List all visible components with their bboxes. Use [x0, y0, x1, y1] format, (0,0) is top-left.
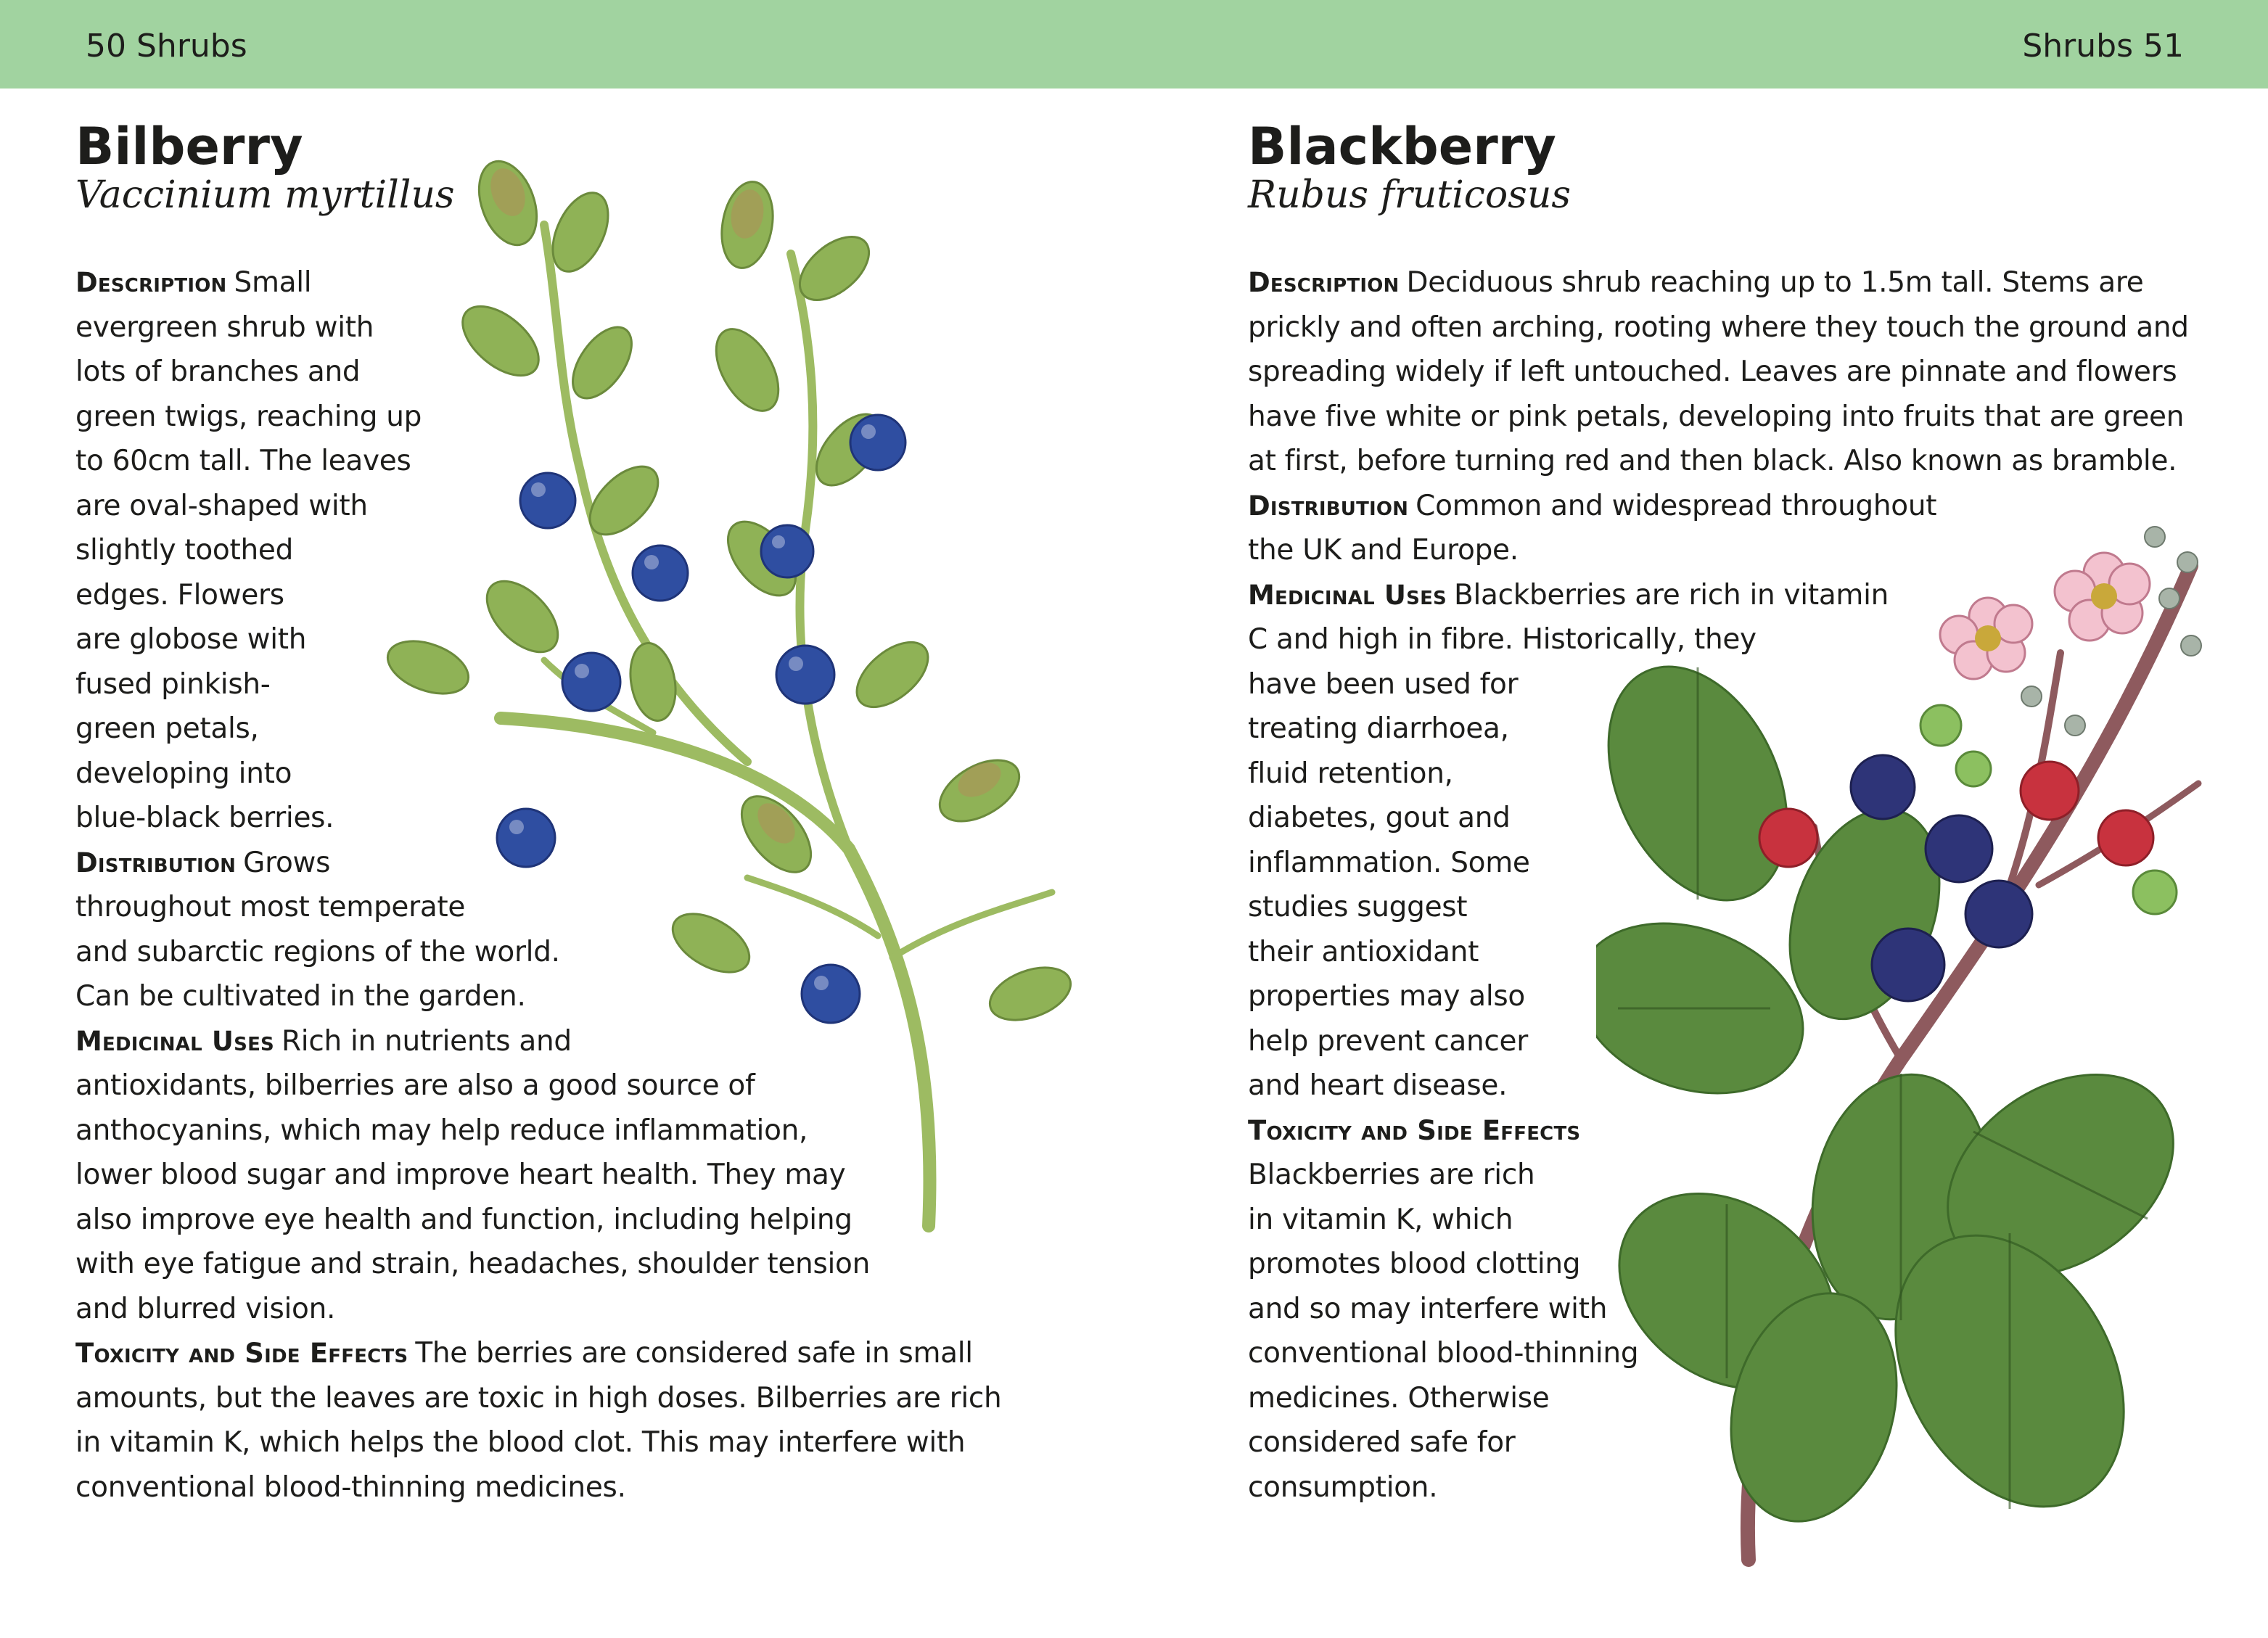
body-text: lots of branches and	[75, 355, 361, 388]
body-text: developing into	[75, 757, 292, 790]
body-text: treating diarrhoea,	[1248, 712, 1509, 745]
section-heading: Description	[1248, 267, 1400, 298]
text-line	[1248, 1425, 1516, 1460]
text-line	[1248, 846, 1530, 881]
body-text: prickly and often arching, rooting where they touch the ground and	[1248, 310, 2189, 344]
text-line	[75, 712, 259, 746]
left-folio	[75, 28, 247, 65]
body-text: considered safe for	[1248, 1426, 1516, 1459]
text-line	[75, 622, 306, 657]
body-text: edges. Flowers	[75, 578, 284, 612]
text-line	[75, 1336, 973, 1371]
section-heading: Medicinal Uses	[1248, 579, 1447, 611]
text-line	[75, 757, 292, 791]
body-text: Blackberries are rich in vitamin	[1453, 578, 1889, 612]
left-page-number: 50	[86, 28, 126, 65]
text-line	[1248, 533, 1519, 568]
text-line	[1248, 935, 1479, 970]
body-text: and blurred vision.	[75, 1292, 336, 1325]
text-line	[1248, 1024, 1528, 1059]
body-text: to 60cm tall. The leaves	[75, 445, 411, 477]
body-text: the UK and Europe.	[1248, 534, 1519, 567]
body-text: are oval-shaped with	[75, 489, 368, 522]
text-line	[1248, 1158, 1534, 1193]
body-text: Blackberries are rich	[1248, 1158, 1535, 1191]
text-line	[75, 578, 284, 613]
text-line	[75, 310, 374, 345]
text-line	[75, 801, 334, 836]
text-line	[1248, 757, 1453, 791]
body-text: and heart disease.	[1248, 1069, 1508, 1102]
body-text: are globose with	[75, 623, 307, 656]
body-text: diabetes, gout and	[1248, 802, 1511, 834]
text-line	[1248, 1247, 1580, 1282]
text-line	[1248, 1203, 1513, 1238]
text-line	[75, 1381, 1001, 1416]
text-line	[1248, 801, 1511, 836]
body-text: promotes blood clotting	[1248, 1248, 1581, 1280]
section-heading: Medicinal Uses	[75, 1025, 274, 1057]
body-text: Grows	[243, 846, 331, 879]
text-line	[1248, 667, 1518, 702]
text-line	[75, 1292, 335, 1327]
body-text: The berries are considered safe in small	[415, 1337, 973, 1370]
body-text: green twigs, reaching up	[75, 400, 422, 433]
body-text: C and high in fibre. Historically, they	[1248, 623, 1757, 656]
text-line	[1248, 266, 2143, 300]
text-line	[1248, 979, 1525, 1014]
body-text: throughout most temperate	[75, 891, 466, 923]
text-line	[75, 846, 330, 881]
bilberry-title: Bilberry	[75, 117, 303, 176]
body-text: blue-black berries.	[75, 802, 334, 834]
text-line	[1248, 1114, 1587, 1148]
text-line	[1248, 444, 2177, 479]
body-text: Rich in nutrients and	[281, 1024, 572, 1058]
text-line	[75, 1425, 965, 1460]
body-text: spreading widely if left untouched. Leaves are pinnate and flowers	[1248, 355, 2177, 388]
text-line	[1248, 1069, 1507, 1103]
text-line	[75, 1247, 870, 1282]
bilberry-latin-name: Vaccinium myrtillus	[75, 173, 455, 217]
body-text: anthocyanins, which may help reduce inflammation,	[75, 1114, 808, 1147]
text-line	[1248, 1381, 1549, 1416]
body-text: slightly toothed	[75, 534, 294, 567]
text-line	[1248, 1336, 1638, 1371]
right-section-title: Shrubs	[2022, 28, 2133, 65]
blackberry-title: Blackberry	[1248, 117, 1556, 176]
text-line	[1248, 310, 2189, 345]
right-page-number: 51	[2143, 28, 2184, 65]
body-text: fluid retention,	[1248, 757, 1453, 790]
body-text: Common and widespread throughout	[1416, 489, 1937, 522]
body-text: fused pinkish-	[75, 667, 271, 701]
body-text: green petals,	[75, 712, 259, 745]
body-text: and subarctic regions of the world.	[75, 935, 560, 968]
text-line	[75, 355, 360, 390]
body-text: also improve eye health and function, including helping	[75, 1203, 852, 1236]
section-heading: Distribution	[1248, 490, 1409, 522]
blackberry-bramble-illustration	[1596, 508, 2220, 1567]
body-text: amounts, but the leaves are toxic in high doses. Bilberries are rich	[75, 1381, 1002, 1415]
text-line	[75, 1470, 626, 1505]
body-text: inflammation. Some	[1248, 846, 1530, 879]
right-folio	[2022, 28, 2194, 65]
text-line	[1248, 1292, 1607, 1327]
body-text: with eye fatigue and strain, headaches, shoulder tension	[75, 1248, 870, 1280]
body-text: at first, before turning red and then black. Also known as bramble.	[1248, 445, 2177, 477]
section-heading: Toxicity and Side Effects	[75, 1338, 408, 1369]
text-line	[75, 533, 293, 568]
body-text: Deciduous shrub reaching up to 1.5m tall. Stems are	[1406, 266, 2144, 299]
body-text: conventional blood-thinning medicines.	[75, 1470, 626, 1504]
body-text: conventional blood-thinning	[1248, 1337, 1639, 1370]
body-text: and so may interfere with	[1248, 1292, 1608, 1325]
body-text: medicines. Otherwise	[1248, 1381, 1550, 1415]
body-text: studies suggest	[1248, 891, 1468, 923]
blackberry-latin-name: Rubus fruticosus	[1248, 173, 1571, 217]
bilberry-branch-illustration	[341, 123, 1081, 1240]
body-text: help prevent cancer	[1248, 1024, 1528, 1058]
section-heading: Description	[75, 267, 227, 298]
body-text: Can be cultivated in the garden.	[75, 980, 526, 1013]
body-text: antioxidants, bilberries are also a good source of	[75, 1069, 755, 1102]
text-line	[1248, 712, 1509, 746]
left-section-title: Shrubs	[136, 28, 247, 65]
body-text: have five white or pink petals, developing into fruits that are green	[1248, 400, 2185, 433]
text-line	[1248, 1470, 1437, 1505]
body-text: consumption.	[1248, 1470, 1438, 1504]
text-line	[1248, 355, 2177, 390]
body-text: their antioxidant	[1248, 935, 1479, 968]
text-line	[1248, 890, 1467, 925]
running-header	[0, 0, 2268, 89]
body-text: evergreen shrub with	[75, 310, 374, 344]
body-text: in vitamin K, which helps the blood clot. This may interfere with	[75, 1426, 966, 1459]
section-heading: Toxicity and Side Effects	[1248, 1114, 1581, 1146]
body-text: lower blood sugar and improve heart health. They may	[75, 1158, 846, 1191]
body-text: properties may also	[1248, 980, 1525, 1013]
body-text: have been used for	[1248, 667, 1519, 701]
body-text: in vitamin K, which	[1248, 1203, 1513, 1236]
text-line	[75, 489, 368, 524]
section-heading: Distribution	[75, 847, 237, 878]
body-text: Small	[234, 266, 312, 299]
text-line	[1248, 400, 2184, 435]
text-line	[75, 266, 311, 300]
text-line	[75, 667, 271, 702]
